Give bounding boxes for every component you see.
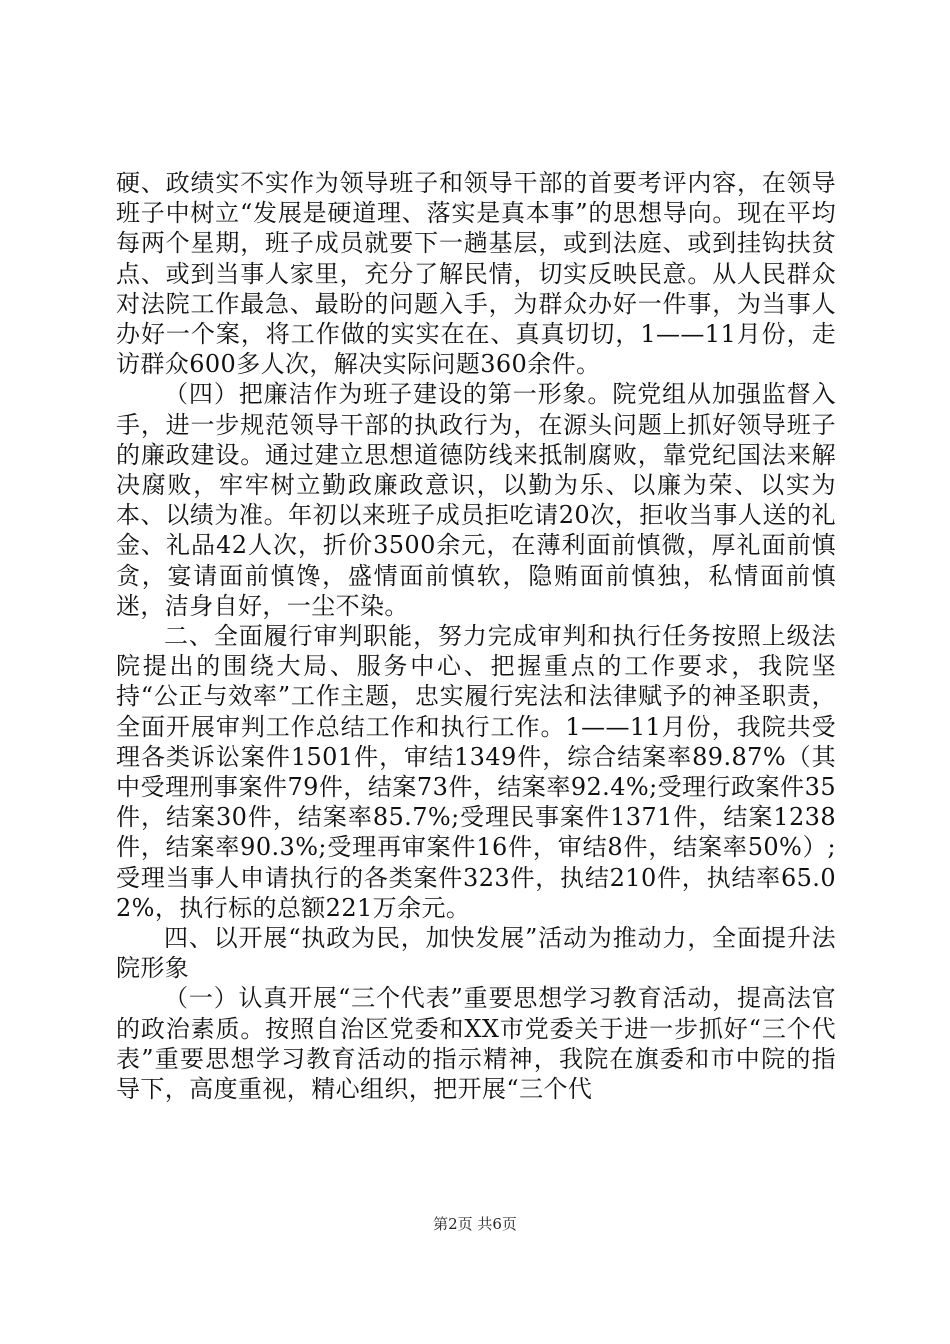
section-heading: 四、以开展“执政为民，加快发展”活动为推动力，全面提升法院形象 bbox=[116, 924, 836, 983]
page-number-footer: 第2页 共6页 bbox=[433, 1215, 517, 1233]
paragraph-5: （一）认真开展“三个代表”重要思想学习教育活动，提高法官的政治素质。按照自治区党委和XX市党委关于进一步抓好“三个代表”重要思想学习教育活动的指示精神，我院在旗委和市中院的指导下，高度重视，精心组织，把开展“三个代 bbox=[116, 984, 836, 1104]
paragraph-1: 硬、政绩实不实作为领导班子和领导干部的首要考评内容，在领导班子中树立“发展是硬道理、落实是真本事”的思想导向。现在平均每两个星期，班子成员就要下一趟基层，或到法庭、或到挂钩扶贫点、或到当事人家里，充分了解民情，切实反映民意。从人民群众对法院工作最急、最盼的问题入手，为群众办好一件事，为当事人办好一个案，将工作做的实实在在、真真切切，1——11月份，走访群众600多人次，解决实际问题360余件。 bbox=[116, 169, 836, 379]
paragraph-3: 二、全面履行审判职能，努力完成审判和执行任务按照上级法院提出的围绕大局、服务中心、把握重点的工作要求，我院坚持“公正与效率”工作主题，忠实履行宪法和法律赋予的神圣职责，全面开展审判工作总结工作和执行工作。1——11月份，我院共受理各类诉讼案件1501件，审结1349件，综合结案率89.87%（其中受理刑事案件79件，结案73件，结案率92.4%;受理行政案件35件，结案30件，结案率85.7%;受理民事案件1371件，结案1238件，结案率90.3%;受理再审案件16件，审结8件，结案率50%）;受理当事人申请执行的各类案件323件，执结210件，执结率65.02%，执行标的总额221万余元。 bbox=[116, 622, 836, 922]
paragraph-2: （四）把廉洁作为班子建设的第一形象。院党组从加强监督入手，进一步规范领导干部的执政行为，在源头问题上抓好领导班子的廉政建设。通过建立思想道德防线来抵制腐败，靠党纪国法来解决腐败，牢牢树立勤政廉政意识，以勤为乐、以廉为荣、以实为本、以绩为准。年初以来班子成员拒吃请20次，拒收当事人送的礼金、礼品42人次，折价3500余元，在薄利面前慎微，厚礼面前慎贪，宴请面前慎馋，盛情面前慎软，隐贿面前慎独，私情面前慎迷，洁身自好，一尘不染。 bbox=[116, 380, 836, 620]
document-body bbox=[116, 168, 836, 1104]
